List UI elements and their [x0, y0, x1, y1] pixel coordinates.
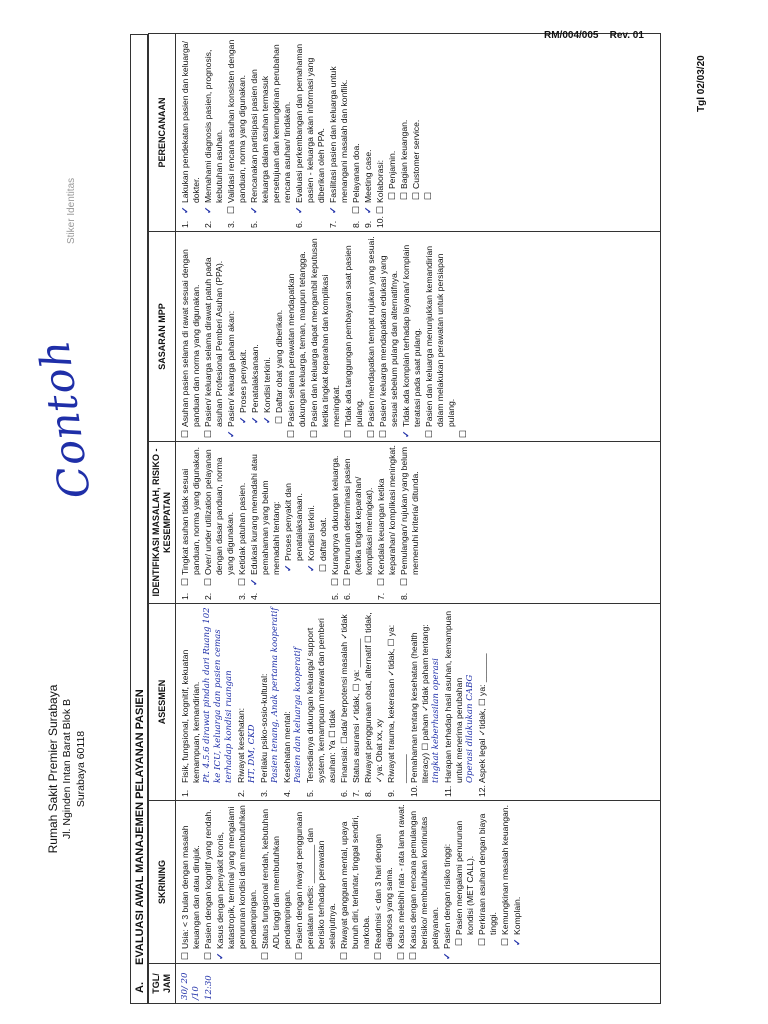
identifikasi-item [330, 445, 341, 600]
item-number [387, 200, 398, 214]
checkbox-icon: ☐ [399, 191, 409, 200]
item-number [283, 572, 305, 586]
item-text: Tidak ada tanggungan pembayaran saat pasien pulang. [343, 245, 364, 427]
checkbox-icon: ☐ [226, 205, 236, 214]
col-asesmen: ASESMEN [149, 604, 176, 801]
skrining-item [477, 804, 499, 960]
item-text: Pasien selama perawatan mendapatkan dukungan keluarga, teman, maupun tetangga. [286, 251, 307, 427]
asesmen-item [386, 607, 408, 797]
checkbox-icon: ☐ [351, 205, 361, 214]
rotated-form [29, 34, 716, 1004]
item-text: Validasi rencana asuhan konsisten dengan panduan, norma yang digunakan. [226, 39, 247, 203]
identifikasi-item [318, 445, 329, 600]
item-text: Penatalaksanaan. [250, 344, 260, 413]
item-number: 10. [375, 216, 385, 228]
skrining-item [442, 804, 453, 960]
item-text: Fisik, fungsional, kognitif, kekuatan kemampuan, kemandirian. Pt. 4.5.6 dirawat pindah dari Ruang 102 ke ICU, keluarga dan pasien cemas terhadap kondisi ruangan [180, 607, 234, 783]
item-text: Kolaborasi: [375, 160, 385, 203]
asesmen-item [282, 607, 304, 797]
col-tgl-jam: TGL/ JAM [149, 964, 176, 1004]
item-number: 2. [236, 789, 246, 797]
item-text: Penurunan determinasi pasien (ketika tingkat keparahan/ komplikasi meningkat). [342, 458, 374, 575]
sasaran-item [262, 235, 273, 438]
sticker-label: Stiker Identitas [66, 177, 77, 244]
identifikasi-item [237, 445, 248, 600]
item-number: 3. [226, 220, 236, 228]
handwritten-time: 12:30 [204, 975, 214, 1000]
item-number: 11. [443, 785, 453, 797]
section-title [130, 34, 148, 1004]
checked-box-icon: ✓ [262, 416, 272, 424]
perencanaan-item [180, 37, 202, 228]
item-number: 6. [342, 592, 352, 600]
checkbox-icon: ☐ [408, 951, 418, 960]
item-text: Evaluasi perkembangan dan pemahaman pasien - keluarga akan informasi yang diberikan oleh PPA. [294, 43, 326, 203]
item-number [318, 572, 329, 586]
sasaran-item [180, 235, 202, 438]
item-text: Perkiraan asuhan dengan biaya tinggi. [477, 813, 498, 935]
table-row [176, 34, 661, 1004]
checkbox-icon: ☐ [396, 951, 406, 960]
item-text: Status fungsional rendah, kebutuhan ADL tinggi dan membutuhkan pendampingan. [260, 809, 292, 949]
item-text: Status asuransi ✓tidak, ☐ ya: ______ [351, 638, 361, 783]
item-number: 5. [330, 592, 340, 600]
item-text: Kurangnya dukungan keluarga. [330, 455, 340, 575]
sasaran-list [180, 235, 469, 438]
item-number: 4. [249, 592, 259, 600]
item-text: Pasien/ keluarga selama dirawat patuh pada asuhan Profesional Pemberi Asuhan (PPA). [203, 257, 224, 427]
item-text: Perilaku psiko-sosio-kultural: Pasien tenang, Anak pertama kooperatif [259, 607, 280, 783]
sasaran-item [238, 235, 249, 438]
item-number [306, 572, 317, 586]
sasaran-item [274, 235, 285, 438]
item-number: 3. [259, 789, 269, 797]
checkbox-icon: ☐ [342, 577, 352, 586]
item-text: Pasien dengan risiko tinggi: [442, 843, 452, 949]
table-header-row [149, 34, 176, 1004]
identifikasi-item [283, 445, 305, 600]
item-number: 8. [399, 592, 409, 600]
sasaran-item [343, 235, 365, 438]
item-text: Rencanakan partisipasi pasien dan keluarga dalam asuhan termasuk persetujuan dan kemungkinan perubahan rencana asuhan/ tindakan. [249, 44, 292, 203]
checkbox-icon: ☐ [375, 205, 385, 214]
sasaran-item [401, 235, 423, 438]
perencanaan-item [411, 37, 422, 228]
item-text: Over/ under utilization pelayanan dengan dasar panduan, norma yang digunakan. [203, 449, 235, 575]
form-code: RM/004/005 [544, 30, 599, 41]
asesmen-item [236, 607, 258, 797]
item-text: Ketidak patuhan pasien. [237, 482, 247, 575]
item-text: Daftar obat yang diberikan. [274, 309, 284, 413]
item-text: Fasilitasi pasien dan keluarga untuk menangani masalah dan konflik. [328, 66, 349, 203]
contoh-stamp: Contoh [29, 336, 100, 502]
handwritten-note: Pasien tenang, Anak pertama kooperatif [270, 607, 280, 783]
asesmen-item [443, 607, 476, 797]
checkbox-icon: ☐ [260, 951, 270, 960]
checkbox-icon: ☐ [343, 429, 353, 438]
asesmen-item [259, 607, 281, 797]
item-text: Kasus dengan penyakit kronis, katastropik, terminal yang mengalami penurunan kondisi dan membutuhkan pendampingan. [215, 805, 258, 949]
checked-box-icon: ✓ [401, 430, 411, 438]
skrining-item [500, 804, 511, 960]
checkbox-icon: ☐ [294, 951, 304, 960]
item-number: 8. [351, 220, 361, 228]
identifikasi-item [203, 445, 236, 600]
checked-box-icon: ✓ [238, 416, 248, 424]
cell-sasaran [176, 232, 661, 442]
perencanaan-item [203, 37, 225, 228]
item-text: Lakukan pendekatan pasien dan keluarga/ dokter. [180, 41, 201, 203]
identifikasi-item [180, 445, 202, 600]
item-text: Readmisi < dan 3 hari dengan diagnosa yang sama. [373, 834, 394, 949]
item-text: Pemahaman tentang kesehatan (health literacy) ☐ paham ✓tidak paham tentang: tingkat keberhasilan operasi [409, 607, 442, 783]
asesmen-list [180, 607, 488, 797]
hospital-block [46, 634, 88, 904]
checkbox-icon: ☐ [286, 429, 296, 438]
item-number [411, 200, 422, 214]
perencanaan-item [399, 37, 410, 228]
checkbox-icon: ☐ [366, 429, 376, 438]
item-text: Asuhan pasien selama di rawat sesuai dengan panduan dan norma yang digunakan. [180, 249, 201, 427]
skrining-item [180, 804, 202, 960]
item-text: daftar obat. [318, 517, 328, 561]
item-number: 7. [351, 789, 361, 797]
item-number: 5. [305, 789, 315, 797]
checked-box-icon: ✓ [294, 206, 304, 214]
section-text: EVALUASI AWAL MANAJEMEN PELAYANAN PASIEN [134, 689, 146, 965]
item-text: Edukasi kurang memadahi atau pemahaman yang belum memadahi tentang: [249, 454, 281, 575]
item-text: Pasien/ keluarga paham akan: [226, 310, 236, 427]
item-text: Pasien mengalami penurunan kondisi (MET CALL). [454, 820, 475, 935]
sasaran-item [366, 235, 377, 438]
cell-identifikasi [176, 442, 661, 604]
item-text: Penjamin. [387, 150, 397, 189]
item-text: Riwayat penggunaan obat, alternatif ☐ tidak, ✓ya: Obat xx, xy [363, 612, 384, 783]
handwritten-note: HT, DM, CKD [247, 724, 257, 783]
handwritten-note: Pasien dan keluarga kooperatif [293, 647, 303, 783]
checkbox-icon: ☐ [458, 429, 468, 438]
item-number: 2. [203, 592, 213, 600]
item-text: Pelayanan doa. [351, 143, 361, 203]
checked-box-icon: ✓ [249, 206, 259, 214]
identifikasi-item [342, 445, 375, 600]
item-number: 12. [477, 785, 487, 797]
item-text: Pasien dengan riwayat penggunaan peralatan medis: ________ dan berisiko terhadap perawatan selanjutnya. [294, 811, 337, 949]
checkbox-icon: ☐ [477, 937, 487, 946]
item-text: Usia: < 3 bulan dengan masalah keuangan dan atau dirujuk. [180, 825, 201, 949]
asesmen-item [305, 607, 338, 797]
col-skrining: SKRINING [149, 801, 176, 964]
skrining-item [512, 804, 523, 960]
asesmen-item [339, 607, 350, 797]
skrining-item [373, 804, 395, 960]
item-text: Tidak ada komplain terhadap layanan/ komplain teratasi pada saat pulang. [401, 244, 422, 427]
item-text: Proses penyakit dan penatalaksanaan. [283, 483, 304, 561]
item-text: Riwayat trauma, kekerasan ✓tidak, ☐ ya: ______ [386, 624, 407, 783]
handwritten-note: Operasi dilakukan CABG [465, 674, 475, 783]
item-text: Kendala keuangan ketika keparahan/ komplikasi meningkat. [376, 445, 397, 575]
item-text: Tingkat asuhan tidak sesuai panduan, norma yang digunakan. [180, 446, 201, 575]
item-text: Bagian keuangan. [399, 119, 409, 189]
sasaran-item [378, 235, 400, 438]
checked-box-icon: ✓ [328, 206, 338, 214]
col-perencanaan: PERENCANAAN [149, 34, 176, 232]
identifikasi-item [306, 445, 317, 600]
checkbox-icon: ☐ [274, 415, 284, 424]
checked-box-icon: ✓ [180, 206, 190, 214]
cell-asesmen [176, 604, 661, 801]
cell-perencanaan [176, 34, 661, 232]
checkbox-icon: ☐ [180, 577, 190, 586]
item-text: Memahami diagnosis pasien, prognosis, kebutuhan asuhan. [203, 49, 224, 203]
item-text: Tersedianya dukungan keluarga/ support system, kemampuan merawat dan pemberi asuhan: Ya ☐ tidak [305, 618, 337, 783]
item-text: Finansial: ☐ada/ berpotensi masalah ✓tidak [339, 614, 349, 783]
perencanaan-item [294, 37, 327, 228]
perencanaan-item [363, 37, 374, 228]
item-text: Proses penyakit. [238, 349, 248, 413]
skrining-item [339, 804, 372, 960]
form-revision: Rev. 01 [609, 30, 644, 41]
item-number: 6. [294, 220, 304, 228]
item-number [423, 200, 434, 214]
checkbox-icon: ☐ [203, 577, 213, 586]
checkbox-icon: ☐ [387, 191, 397, 200]
asesmen-item [351, 607, 362, 797]
perencanaan-item [328, 37, 350, 228]
item-text: Pasien mendapatkan tempat rujukan yang sesuai. [366, 236, 376, 427]
checkbox-icon: ☐ [454, 937, 464, 946]
checked-box-icon: ✓ [215, 952, 225, 960]
item-number: 1. [180, 220, 190, 228]
perencanaan-list [180, 37, 434, 228]
checkbox-icon: ☐ [180, 429, 190, 438]
skrining-item [215, 804, 259, 960]
perencanaan-item [226, 37, 248, 228]
identifikasi-list [180, 445, 421, 600]
item-text: Riwayat gangguan mental, upaya bunuh diri, terlantar, tinggal sendiri, narkoba. [339, 815, 371, 949]
item-number [399, 200, 410, 214]
item-number: 4. [282, 789, 292, 797]
form-header [29, 34, 128, 1004]
item-number: 2. [203, 220, 213, 228]
item-text: Pasien/ keluarga mendapatkan edukasi yang sesuai sebelum pulang dan alternatifnya. [378, 255, 399, 427]
item-number: 7. [376, 592, 386, 600]
checked-box-icon: ✓ [226, 430, 236, 438]
checked-box-icon: ✓ [283, 564, 293, 572]
item-number: 8. [363, 789, 373, 797]
item-number: 9. [363, 220, 373, 228]
col-sasaran: SASARAN MPP [149, 232, 176, 442]
checkbox-icon: ☐ [399, 577, 409, 586]
hospital-name: Rumah Sakit Premier Surabaya [46, 684, 60, 854]
handwritten-date: 30/ 20 /10 [180, 972, 201, 1000]
date-label: Tgl 02/03/20 [696, 55, 707, 112]
checked-box-icon: ✓ [363, 206, 373, 214]
checked-box-icon: ✓ [442, 952, 452, 960]
checkbox-icon: ☐ [376, 577, 386, 586]
skrining-item [294, 804, 338, 960]
perencanaan-item [423, 37, 434, 228]
checked-box-icon: ✓ [249, 578, 259, 586]
checked-box-icon: ✓ [203, 206, 213, 214]
item-number: 6. [339, 789, 349, 797]
identifikasi-item [399, 445, 421, 600]
sasaran-item [309, 235, 342, 438]
identifikasi-item [249, 445, 282, 600]
sasaran-item [226, 235, 237, 438]
item-text [423, 37, 434, 189]
item-text [458, 235, 469, 427]
checked-box-icon: ✓ [306, 564, 316, 572]
perencanaan-item [387, 37, 398, 228]
col-identifikasi: IDENTIFIKASI MASALAH, RISIKO - KESEMPATAN [149, 442, 176, 604]
checkbox-icon: ☐ [373, 951, 383, 960]
skrining-list [180, 804, 523, 960]
item-number: 9. [386, 789, 396, 797]
skrining-item [203, 804, 214, 960]
handwritten-note: Pt. 4.5.6 dirawat pindah dari Ruang 102 ke ICU, keluarga dan pasien cemas terhadap kondisi ruangan [202, 607, 234, 783]
sasaran-item [458, 235, 469, 438]
item-text: Meeting case. [363, 149, 373, 203]
item-text: Kemungkinan masalah keuangan. [500, 805, 510, 935]
handwritten-note: tingkat keberhasilan operasi [431, 658, 441, 783]
checkbox-icon: ☐ [423, 191, 433, 200]
cell-skrining [176, 801, 661, 964]
sasaran-item [424, 235, 457, 438]
checkbox-icon: ☐ [339, 951, 349, 960]
section-letter: A. [134, 982, 146, 993]
checkbox-icon: ☐ [411, 191, 421, 200]
checkbox-icon: ☐ [500, 937, 510, 946]
item-text: Kondisi terkini. [306, 505, 316, 561]
item-text: Kasus dengan rencana pemulangan berisiko/ membutuhkan kontinuitas pelayanan. [408, 810, 440, 949]
item-text: Pasien dan keluarga dapat mengambil keputusan ketika tingkat keparahan dan komplikasi meningkat. [309, 238, 341, 427]
item-text: Kondisi terkini. [262, 357, 272, 413]
perencanaan-item [351, 37, 362, 228]
item-text: Pemulangan/ rujukan yang belum memenuhi kriteria/ ditunda. [399, 446, 420, 575]
sasaran-item [286, 235, 308, 438]
checkbox-icon: ☐ [309, 429, 319, 438]
checked-box-icon: ✓ [512, 938, 522, 946]
hospital-address-2: Surabaya 60118 [75, 730, 87, 808]
hospital-address-1: Jl. Nginden Intan Barat Blok B [61, 698, 73, 840]
skrining-item [396, 804, 407, 960]
item-number: 5. [249, 220, 259, 228]
item-number: 1. [180, 592, 190, 600]
asesmen-item [363, 607, 385, 797]
cell-tgl [176, 964, 661, 1004]
asesmen-item [477, 607, 488, 797]
item-text: Pasien dan keluarga menunjukkan kemandirian dalam melakukan perawatan untuk persiapan pulang. [424, 245, 456, 427]
skrining-item [454, 804, 476, 960]
checkbox-icon: ☐ [237, 577, 247, 586]
skrining-item [260, 804, 293, 960]
identifikasi-item [376, 445, 398, 600]
checkbox-icon: ☐ [424, 429, 434, 438]
sasaran-item [203, 235, 225, 438]
checkbox-icon: ☐ [378, 429, 388, 438]
checkbox-icon: ☐ [203, 951, 213, 960]
checkbox-icon: ☐ [318, 563, 328, 572]
checkbox-icon: ☐ [203, 429, 213, 438]
perencanaan-item [249, 37, 293, 228]
item-text: Komplain. [512, 896, 522, 935]
item-number: 10. [409, 785, 419, 797]
item-text: Riwayat kesehatan: HT, DM, CKD [236, 607, 258, 783]
item-text: Pasien dengan kognitif yang rendah. [203, 809, 213, 949]
item-number: 3. [237, 592, 247, 600]
sasaran-item [250, 235, 261, 438]
skrining-item [408, 804, 441, 960]
item-text: Aspek legal ✓tidak, ☐ ya: ______ [477, 653, 487, 783]
item-text: Harapan terhadap hasil asuhan, kemampuan untuk menerima perubahan Operasi dilakukan CABG [443, 607, 476, 783]
item-text: Kasus melebihi rata - rata lama rawat. [396, 804, 406, 949]
item-number: 1. [180, 789, 190, 797]
item-text: Customer service. [411, 119, 421, 189]
evaluation-table [148, 33, 661, 1004]
form-code-block [544, 30, 644, 41]
perencanaan-item [375, 37, 386, 228]
asesmen-item [409, 607, 442, 797]
item-text: Kesehatan mental: Pasien dan keluarga kooperatif [282, 607, 304, 783]
checkbox-icon: ☐ [180, 951, 190, 960]
asesmen-item [180, 607, 235, 797]
item-number: 7. [328, 220, 338, 228]
checkbox-icon: ☐ [330, 577, 340, 586]
checked-box-icon: ✓ [250, 416, 260, 424]
